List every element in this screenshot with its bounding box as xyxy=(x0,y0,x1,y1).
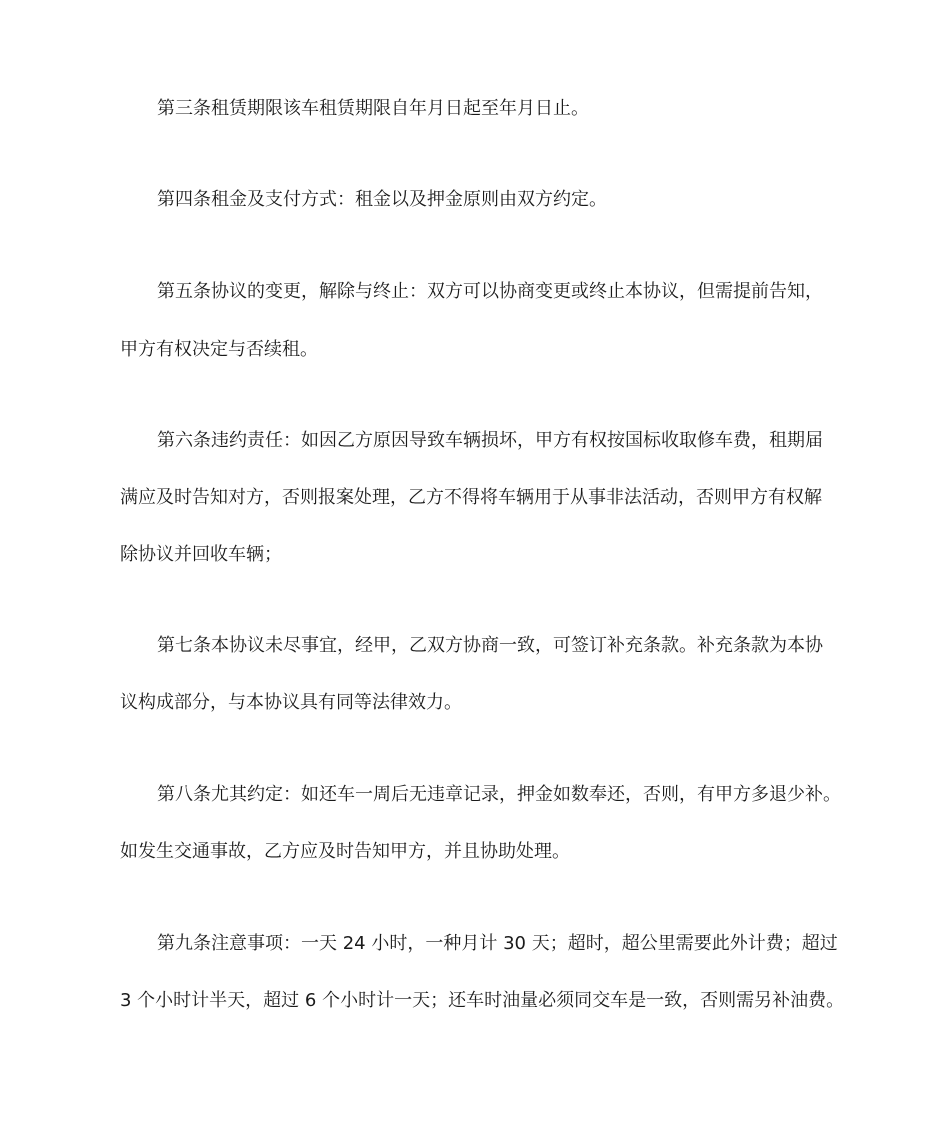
article-9-line-1: 第九条注意事项：一天 24 小时，一种月计 30 天；超时，超公里需要此外计费；超过 xyxy=(157,933,838,954)
article-4-line-1: 第四条租金及支付方式：租金以及押金原则由双方约定。 xyxy=(157,189,607,210)
article-3-line-1: 第三条租赁期限该车租赁期限自年月日起至年月日止。 xyxy=(157,98,589,119)
article-5-line-1: 第五条协议的变更，解除与终止：双方可以协商变更或终止本协议，但需提前告知， xyxy=(157,281,823,302)
article-6-line-1: 第六条违约责任：如因乙方原因导致车辆损坏，甲方有权按国标收取修车费，租期届 xyxy=(157,430,823,451)
article-5-line-2: 甲方有权决定与否续租。 xyxy=(120,339,318,360)
article-8-line-1: 第八条尤其约定：如还车一周后无违章记录，押金如数奉还，否则，有甲方多退少补。 xyxy=(157,784,841,805)
article-8-line-2: 如发生交通事故，乙方应及时告知甲方，并且协助处理。 xyxy=(120,841,570,862)
article-6-line-3: 除协议并回收车辆； xyxy=(120,544,282,565)
article-7-line-1: 第七条本协议未尽事宜，经甲，乙双方协商一致，可签订补充条款。补充条款为本协 xyxy=(157,635,823,656)
article-6-line-2: 满应及时告知对方，否则报案处理，乙方不得将车辆用于从事非法活动，否则甲方有权解 xyxy=(120,487,822,508)
article-7-line-2: 议构成部分，与本协议具有同等法律效力。 xyxy=(120,692,462,713)
article-9-line-2: 3 个小时计半天，超过 6 个小时计一天；还车时油量必须同交车是一致，否则需另补油费。 xyxy=(120,990,845,1011)
